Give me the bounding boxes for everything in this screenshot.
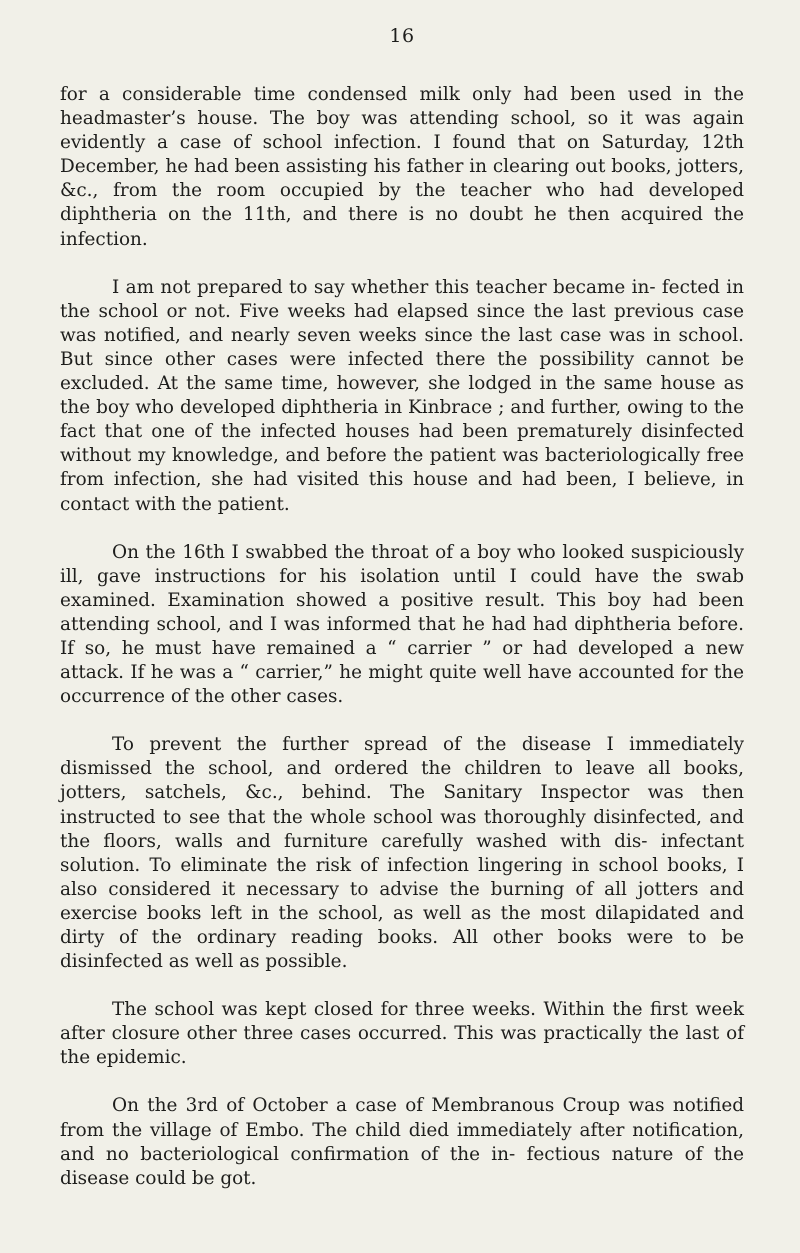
- paragraph-4: To prevent the further spread of the disease I immediately dismissed the school, and ordered the children to leave all books, jotters, satchels, &c., behind. The Sanitary Inspector was then instructed to see that the whole school was thoroughly disinfected, and the floors, walls and furniture carefully washed with dis- infectant solution. To eliminate the risk of infection lingering in school books, I also considered it necessary to advise the burning of all jotters and exercise books left in the school, as well as the most dilapidated and dirty of the ordinary reading books. All other books were to be disinfected as well as possible.: [60, 734, 744, 973]
- paragraph-2: I am not prepared to say whether this teacher became in- fected in the school or not. Five weeks had elapsed since the last previous case was notified, and nearly seven weeks since the last case was in school. But since other cases were infected there the possibility cannot be excluded. At the same time, however, she lodged in the same house as the boy who developed diphtheria in Kinbrace ; and further, owing to the fact that one of the infected houses had been prematurely disinfected without my knowledge, and before the patient was bacteriologically free from infection, she had visited this house and had been, I believe, in contact with the patient.: [60, 276, 744, 515]
- paragraph-6: On the 3rd of October a case of Membranous Croup was notified from the village of Embo. The child died immediately after notification, and no bacteriological confirmation of the in- fectious nature of the disease could be got.: [60, 1095, 744, 1189]
- paragraph-3: On the 16th I swabbed the throat of a boy who looked suspiciously ill, gave instructions for his isolation until I could have the swab examined. Examination showed a positive result. This boy had been attending school, and I was informed that he had had diphtheria before. If so, he must have remained a “ carrier ” or had developed a new attack. If he was a “ carrier,” he might quite well have accounted for the occurrence of the other cases.: [60, 541, 744, 708]
- paragraph-5: The school was kept closed for three weeks. Within the first week after closure other three cases occurred. This was practically the last of the epidemic.: [60, 999, 744, 1069]
- paragraph-1: for a considerable time condensed milk only had been used in the headmaster’s house. The boy was attending school, so it was again evidently a case of school infection. I found that on Saturday, 12th December, he had been assisting his father in clearing out books, jotters, &c., from the room occupied by the teacher who had developed diphtheria on the 11th, and there is no doubt he then acquired the infection.: [60, 84, 744, 250]
- page-number: 16: [389, 25, 415, 47]
- document-page: [60, 24, 744, 1191]
